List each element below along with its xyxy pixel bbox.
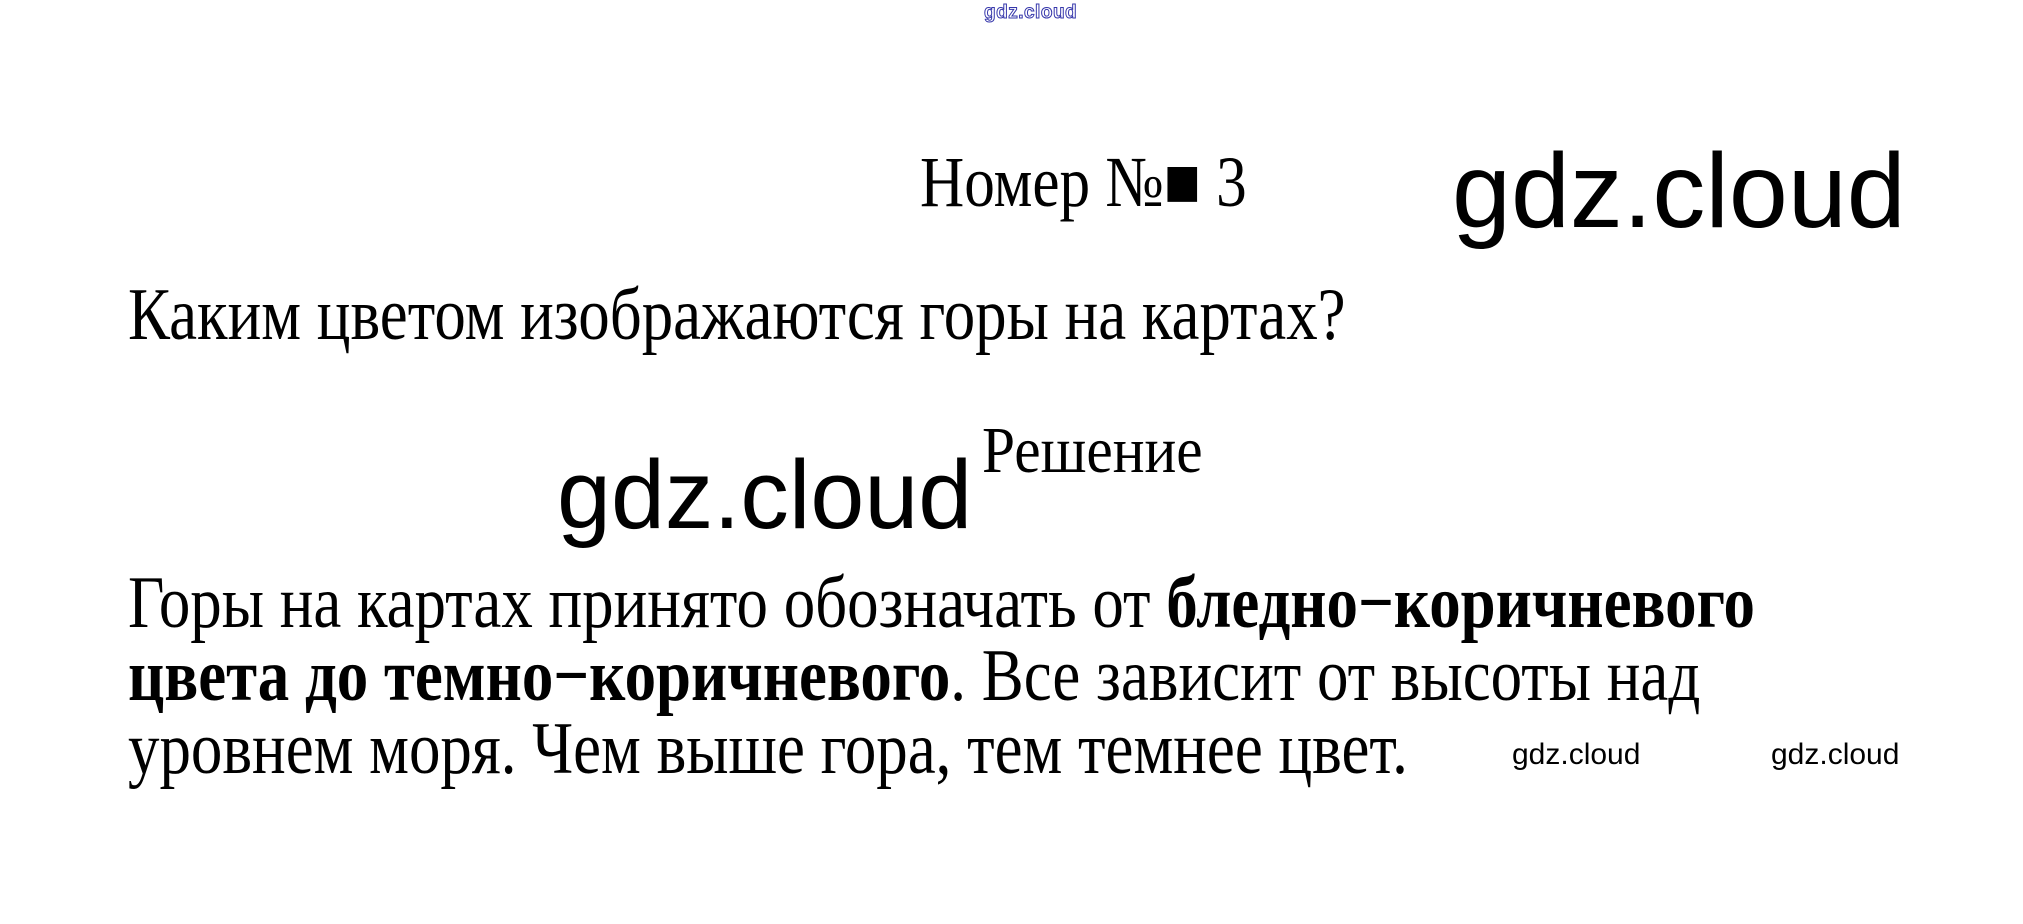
watermark-small-right: gdz.cloud [1771, 738, 1900, 771]
watermark-large-right: gdz.cloud [1452, 132, 1906, 250]
answer-line-2-normal: . Все зависит от высоты над [950, 635, 1701, 717]
question-text: Каким цветом изображаются горы на картах? [128, 274, 1346, 356]
problem-number-heading: Номер №■ 3 [920, 142, 1247, 222]
watermark-top: gdz.cloud [984, 2, 1078, 23]
answer-line-3: уровнем моря. Чем выше гора, тем темнее цвет. [128, 708, 1408, 790]
solution-heading: Решение [982, 414, 1203, 487]
answer-line-1 [128, 562, 1755, 644]
answer-line-1-bold: бледно−коричневого [1166, 562, 1755, 644]
watermark-small-inline: gdz.cloud [1512, 738, 1641, 771]
watermark-large-center: gdz.cloud [557, 440, 973, 549]
answer-line-2-bold: цвета до темно−коричневого [128, 635, 951, 717]
answer-line-2 [128, 635, 1701, 717]
answer-line-1-normal: Горы на картах принято обозначать от [128, 562, 1167, 644]
